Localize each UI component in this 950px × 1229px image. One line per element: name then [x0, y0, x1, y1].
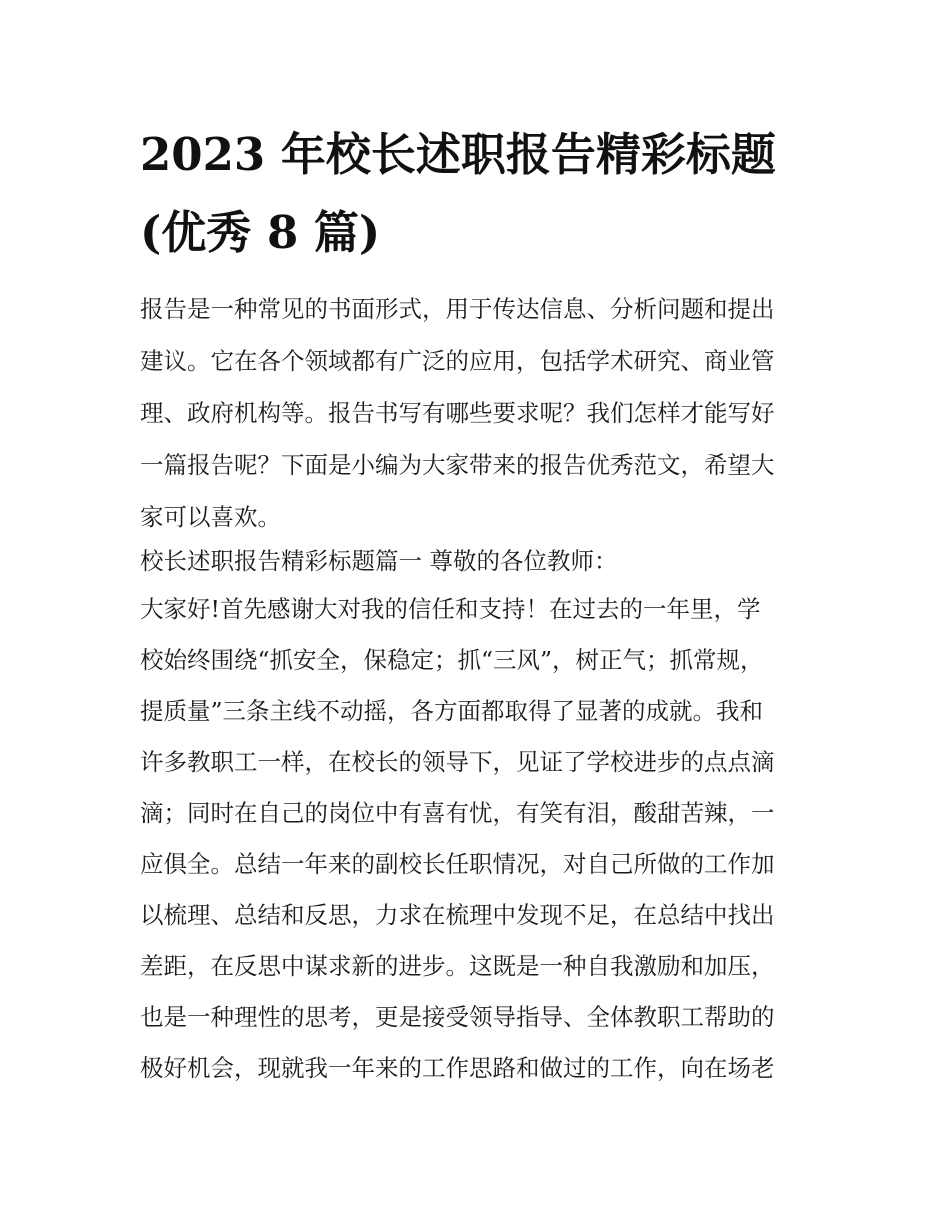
body-line: 许多教职工一样，在校长的领导下，见证了学校进步的点点滴	[140, 748, 775, 776]
body-line: 校始终围绕“抓安全，保稳定；抓“三风”，树正气；抓常规，	[140, 646, 764, 674]
intro-paragraph	[140, 283, 820, 543]
title-line: (优秀 8 篇)	[140, 206, 381, 259]
body-line: 提质量”三条主线不动摇，各方面都取得了显著的成就。我和	[140, 697, 764, 725]
title-line: 2023 年校长述职报告精彩标题	[140, 128, 776, 181]
intro-line: 报告是一种常见的书面形式，用于传达信息、分析问题和提出	[140, 295, 775, 323]
intro-line: 一篇报告呢？下面是小编为大家带来的报告优秀范文，希望大	[140, 451, 775, 479]
body-line: 应俱全。总结一年来的副校长任职情况，对自己所做的工作加	[140, 850, 775, 878]
section-heading-text: 校长述职报告精彩标题篇一 尊敬的各位教师：	[140, 547, 618, 575]
body-line: 也是一种理性的思考，更是接受领导指导、全体教职工帮助的	[140, 1003, 775, 1031]
body-line: 大家好!首先感谢大对我的信任和支持！在过去的一年里，学	[140, 595, 761, 623]
section-heading	[140, 535, 820, 587]
body-line: 极好机会，现就我一年来的工作思路和做过的工作，向在场老	[140, 1054, 775, 1082]
body-line: 滴；同时在自己的岗位中有喜有忧，有笑有泪，酸甜苦辣，一	[140, 799, 775, 827]
document-title	[140, 116, 820, 272]
body-line: 以梳理、总结和反思，力求在梳理中发现不足，在总结中找出	[140, 901, 775, 929]
intro-line: 理、政府机构等。报告书写有哪些要求呢？我们怎样才能写好	[140, 399, 775, 427]
intro-line: 家可以喜欢。	[140, 503, 281, 531]
intro-line: 建议。它在各个领域都有广泛的应用，包括学术研究、商业管	[140, 347, 775, 375]
body-paragraph	[140, 584, 820, 1094]
body-line: 差距，在反思中谋求新的进步。这既是一种自我激励和加压，	[140, 952, 775, 980]
